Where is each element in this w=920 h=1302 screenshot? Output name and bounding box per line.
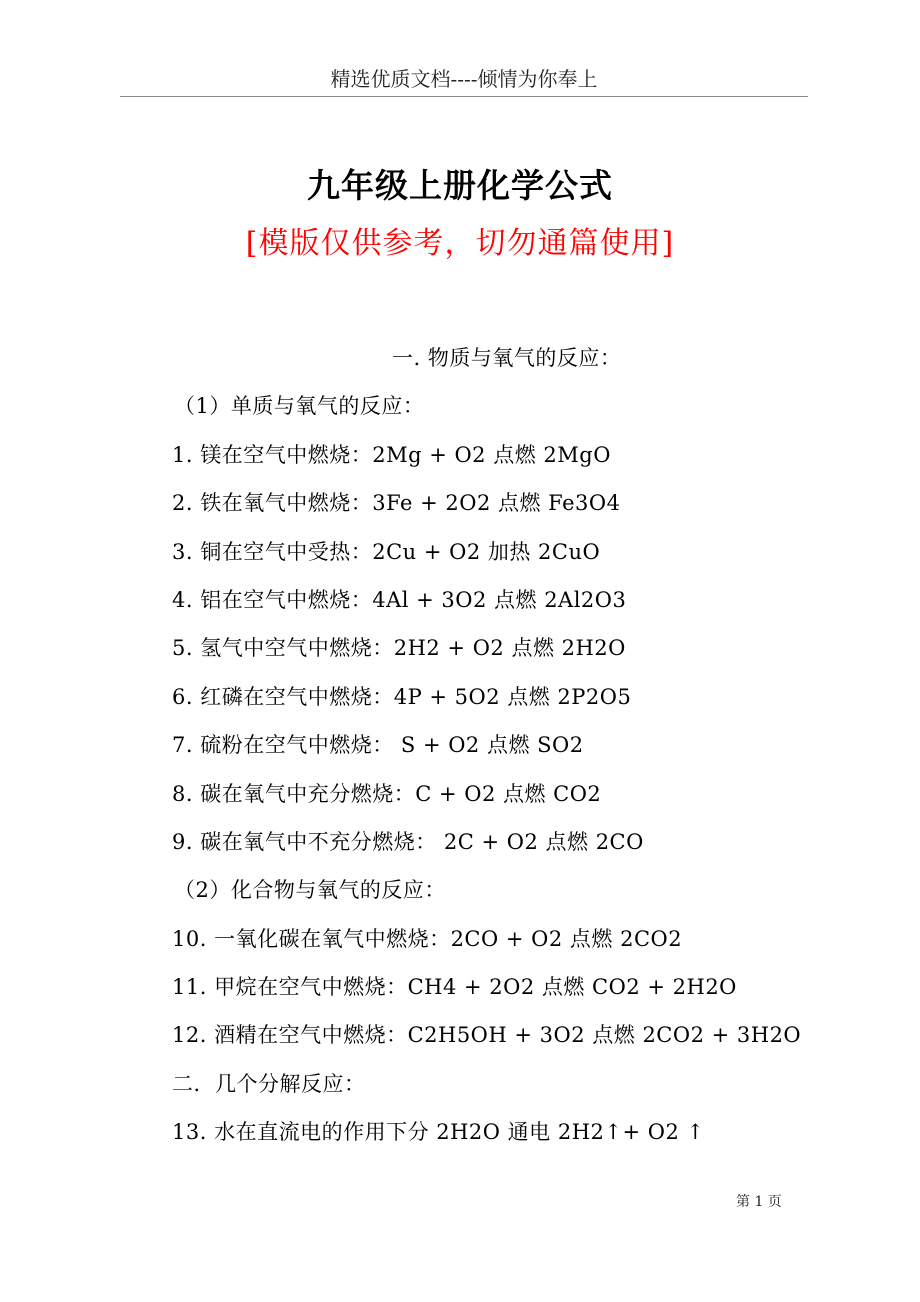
equation-line: 12. 酒精在空气中燃烧：C2H5OH + 3O2 点燃 2CO2 + 3H2O	[172, 1023, 802, 1048]
document-subtitle: [模版仅供参考，切勿通篇使用]	[245, 226, 675, 261]
equation-line: 2. 铁在氧气中燃烧：3Fe + 2O2 点燃 Fe3O4	[172, 491, 621, 516]
equation-line: 10. 一氧化碳在氧气中燃烧：2CO + O2 点燃 2CO2	[172, 926, 683, 951]
page-header: 精选优质文档----倾情为你奉上	[330, 67, 598, 91]
document-body	[172, 334, 872, 1157]
equation-line: 5. 氢气中空气中燃烧：2H2 + O2 点燃 2H2O	[172, 636, 626, 661]
section-heading: 一. 物质与氧气的反应：	[392, 346, 622, 370]
equation-line: 13. 水在直流电的作用下分 2H2O 通电 2H2↑+ O2 ↑	[172, 1120, 705, 1145]
subsection-heading: （1）单质与氧气的反应：	[174, 394, 425, 419]
page-number: 第 1 页	[736, 1194, 782, 1210]
equation-line: 11. 甲烷在空气中燃烧：CH4 + 2O2 点燃 CO2 + 2H2O	[172, 975, 737, 1000]
equation-line: 8. 碳在氧气中充分燃烧：C + O2 点燃 CO2	[172, 781, 602, 806]
equation-line: 4. 铝在空气中燃烧：4Al + 3O2 点燃 2Al2O3	[172, 587, 627, 612]
section-heading: 二．几个分解反应：	[172, 1071, 366, 1096]
equation-line: 7. 硫粉在空气中燃烧： S + O2 点燃 SO2	[172, 733, 584, 758]
subsection-heading: （2）化合物与氧气的反应：	[174, 878, 446, 903]
equation-line: 9. 碳在氧气中不充分燃烧： 2C + O2 点燃 2CO	[172, 829, 644, 854]
equation-line: 1. 镁在空气中燃烧：2Mg + O2 点燃 2MgO	[172, 442, 611, 467]
header-divider	[120, 96, 808, 97]
equation-line: 6. 红磷在空气中燃烧：4P + 5O2 点燃 2P2O5	[172, 684, 632, 709]
equation-line: 3. 铜在空气中受热：2Cu + O2 加热 2CuO	[172, 539, 601, 564]
document-title: 九年级上册化学公式	[307, 166, 613, 205]
